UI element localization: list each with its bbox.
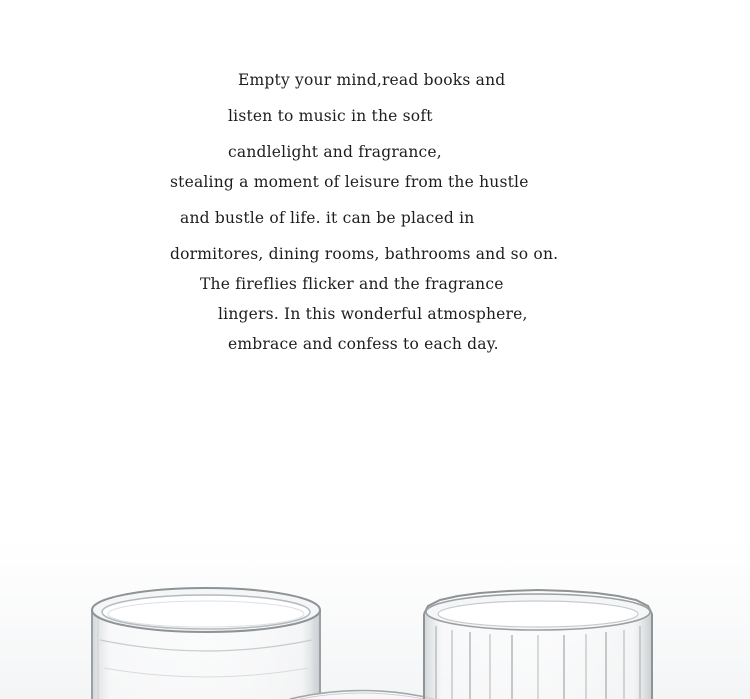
- round-glass-jar: [92, 588, 320, 699]
- ribbed-glass-jar: [424, 590, 652, 699]
- description-line: stealing a moment of leisure from the hustle: [170, 173, 529, 191]
- description-line: The fireflies flicker and the fragrance: [200, 275, 504, 293]
- description-line: lingers. In this wonderful atmosphere,: [218, 305, 528, 323]
- description-line: Empty your mind,read books and: [238, 71, 506, 89]
- product-photo: [0, 540, 750, 699]
- description-line: candlelight and fragrance,: [228, 143, 442, 161]
- description-line: embrace and confess to each day.: [228, 335, 499, 353]
- description-line: listen to music in the soft: [228, 107, 433, 125]
- description-line: dormitores, dining rooms, bathrooms and so on.: [170, 245, 559, 263]
- description-line: and bustle of life. it can be placed in: [180, 209, 475, 227]
